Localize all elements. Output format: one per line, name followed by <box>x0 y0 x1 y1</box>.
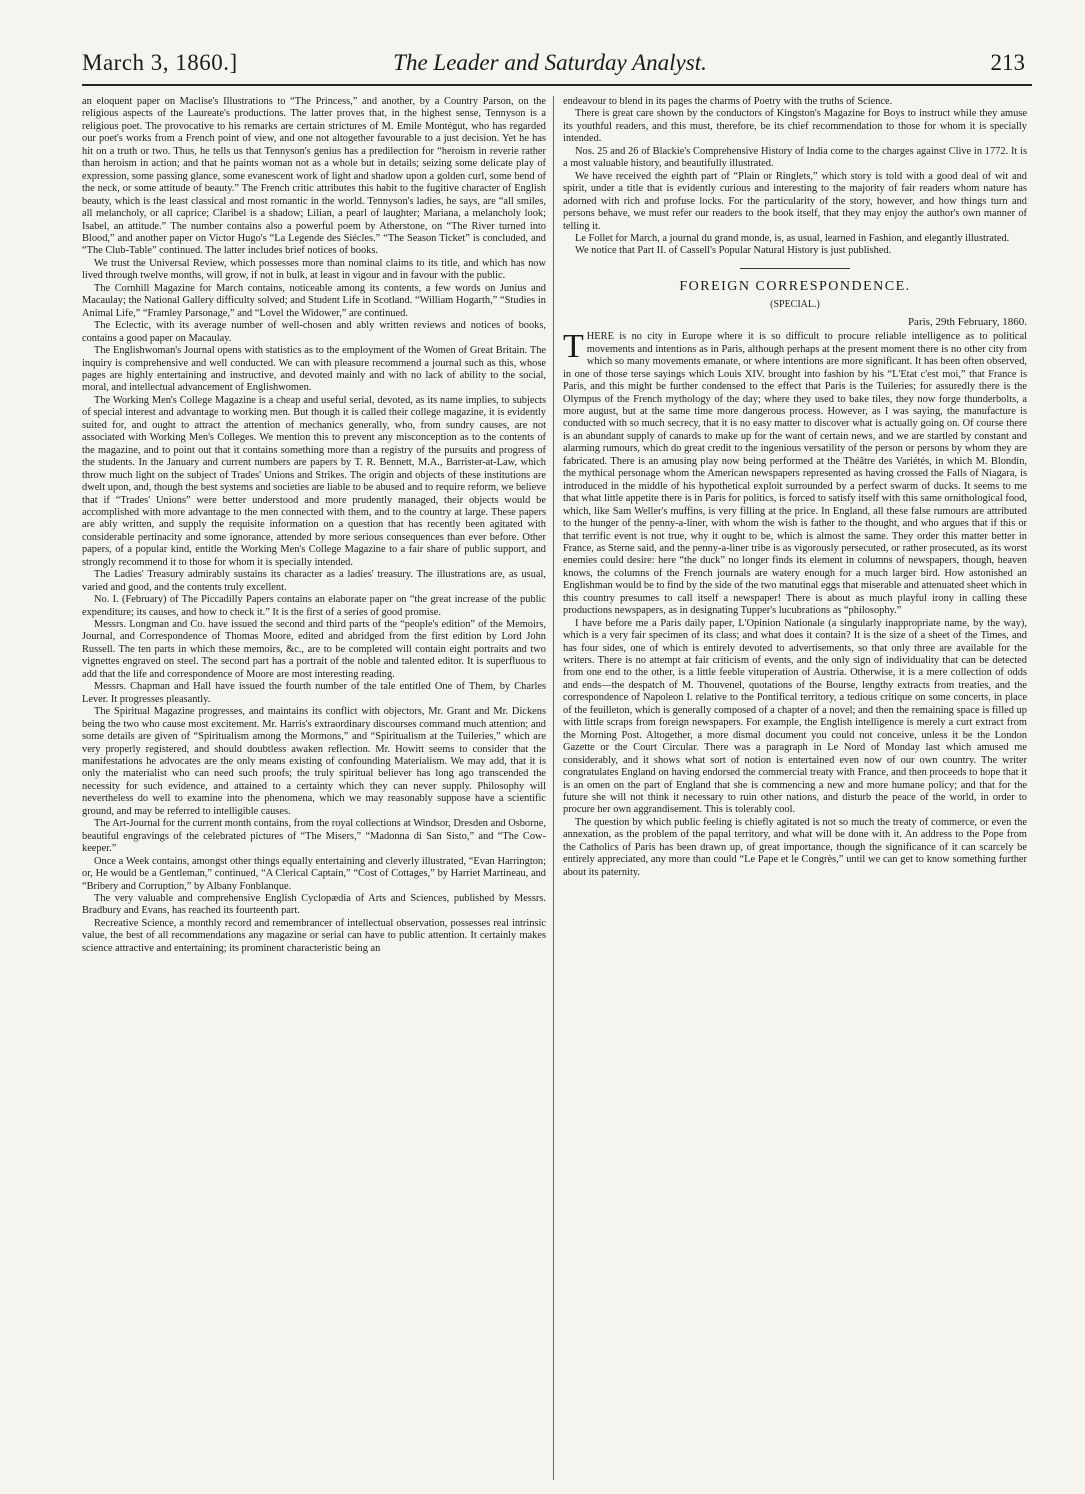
section-title: FOREIGN CORRESPONDENCE. <box>679 278 911 294</box>
article-paragraph: Le Follet for March, a journal du grand monde, is, as usual, learned in Fashion, and elegantly illustrated. <box>575 232 1010 244</box>
section-subtitle: (SPECIAL.) <box>770 299 820 311</box>
article-paragraph: Messrs. Longman and Co. have issued the second and third parts of the “people's edition” of the Memoirs, Journal, and Correspondence of Thomas Moore, edited and abridged from the first edition by Lord John Russell. The ten parts in which these memoirs, &c., are to be completed will contain eight portraits and two vignettes engraved on steel. The second part has a portrait of the noble and talented editor. It is superfluous to add that the life and correspondence of Moore are most interesting reading. <box>82 619 546 680</box>
section-divider <box>740 268 850 269</box>
left-column <box>82 96 546 1476</box>
article-paragraph-text: HERE is no city in Europe where it is so difficult to procure reliable intelligence as to political movements and intentions as in Paris, although perhaps at the present moment there is no other city from which so many movements emanate, or where intentions are more significant. It has been often observed, in one of those terse sayings which Louis XIV. brought into fashion by his “L'Etat c'est moi,” that France is Paris, and this might be further condensed to the effect that Paris is the Tuileries; for assuredly there is the Olympus of the French mythology of the day; where they used to bake tiles, they now forge thunderbolts, a more august, but at the same time more dangerous process. However, as I was saying, the manufacture is conducted with so much secrecy, that it is no easy matter to discover what is actually going on. Of course there is an abundant supply of canards to make up for the want of certain news, and we are startled by constant and alarming rumours, which do great credit to the ingenious versatility of the person or persons by whom they are fabricated. There is an amusing play now being performed at the Théâtre des Variétés, in which M. Blondin, the mythical personage whom the American newspapers represented as having crossed the Falls of Niagara, is introduced in the middle of his hypothetical exploit surrounded by a perfect swarm of ducks. It seems to me that what little appetite there is in Paris for politics, is forced to satisfy itself with this same ornithological food, which, like Sam Weller's muffins, is very filling at the price. In England, all these false rumours are attributed to the hunger of the penny-a-liner, with whom the wish is father to the thought, and who argues that if this or that terrific event is not true, why it ought to be, which is almost the same. They order this matter better in France, as Sterne said, and the penny-a-liner tribe is as vigorously persecuted, or rather prosecuted, as its worst enemies could desire: here “the duck” no longer finds its element in columns of newspapers, though, heaven knows, the columns of the French journals are watery enough for a much larger bird. How astonished an Englishman would be to find by the side of the two matutinal eggs that miserable and attenuated sheet which in this country presumes to call itself a newspaper! There is about as much playful irony in calling these productions newspapers, as in designating Tupper's lucubrations as “philosophy.” <box>563 331 1027 617</box>
article-paragraph: endeavour to blend in its pages the charms of Poetry with the truths of Science. <box>563 96 893 107</box>
article-paragraph: Once a Week contains, amongst other things equally entertaining and cleverly illustrated, “Evan Harrington; or, He would be a Gentleman,” continued, “A Clerical Captain,” “Cost of Cottages,” by Harriet Martineau, and “Bribery and Corruption,” by Albany Fonblanque. <box>82 855 546 892</box>
article-paragraph: Nos. 25 and 26 of Blackie's Comprehensive History of India come to the charges against Clive in 1772. It is a most valuable history, and beautifully illustrated. <box>563 145 1027 170</box>
article-paragraph: The Englishwoman's Journal opens with statistics as to the employment of the Women of Great Britain. The inquiry is comprehensive and well conducted. We can with pleasure recommend a journal such as this, whose pages are highly entertaining and instructive, and devoted mainly and with no lack of ability to the social, moral, and intellectual advancement of Englishwomen. <box>82 345 546 394</box>
drop-cap: T <box>563 328 584 366</box>
article-paragraph: We notice that Part II. of Cassell's Popular Natural History is just published. <box>575 245 892 257</box>
article-paragraph: Messrs. Chapman and Hall have issued the fourth number of the tale entitled One of Them, by Charles Lever. It progresses pleasantly. <box>82 681 546 705</box>
article-paragraph: There is great care shown by the conductors of Kingston's Magazine for Boys to instruct while they amuse its youthful readers, and this must, therefore, be its chief recommendation to those for whom it is specially intended. <box>563 108 1027 145</box>
column-divider <box>553 96 554 1480</box>
article-paragraph: The Spiritual Magazine progresses, and maintains its conflict with objectors, Mr. Grant and Mr. Dickens being the two who cause most excitement. Mr. Harris's extraordinary discourses command much attention; and some details are given of “Spiritualism among the Mormons,” and “Spiritualism at the Tuileries,” which are very properly registered, and should doubtless awaken reflection. Mr. Howitt seems to consider that the manifestations he advocates are the only means existing of confounding Materialism. We may add, that it is only the materialist who can need such proofs; the truly spiritual believer has long ago transcended the necessity for such evidence, and attained to a certainty which they can never supply. Philosophy will nevertheless do well to examine into the phenomena, which we may reasonably suppose have a scientific ground, and may be referred to intelligible causes. <box>82 706 546 817</box>
article-paragraph: The Ladies' Treasury admirably sustains its character as a ladies' treasury. The illustrations are, as usual, varied and good, and the contents truly excellent. <box>82 569 546 593</box>
article-paragraph: The Cornhill Magazine for March contains, noticeable among its contents, a few words on Junius and Macaulay; the National Gallery difficulty solved; and Student Life in Scotland. “William Hogarth,” “Studies in Animal Life,” “Framley Parsonage,” and “Lovel the Widower,” are continued. <box>82 282 546 319</box>
issue-date: March 3, 1860.] <box>82 50 238 75</box>
article-paragraph: The question by which public feeling is chiefly agitated is not so much the treaty of commerce, or even the annexation, as the problem of the papal territory, and what will be done with it. An address to the Pope from the Catholics of Paris has been drawn up, of great importance, though the significance of it can scarcely be entirely appreciated, any more than could “Le Pape et le Congrès,” until we can get to know something further about its paternity. <box>563 816 1027 878</box>
article-paragraph: Recreative Science, a monthly record and remembrancer of intellectual observation, possesses real intrinsic value, the best of all recommendations any magazine or serial can have to public attention. It certainly makes science attractive and entertaining; its prominent characteristic being an <box>82 917 546 954</box>
publication-title: The Leader and Saturday Analyst. <box>393 50 707 75</box>
article-paragraph: We have received the eighth part of “Plain or Ringlets,” which story is told with a good deal of wit and spirit, under a title that is evidently curious and interesting to the majority of fair readers whom nature has adorned with rich and profuse locks. For the particularity of the story, however, and how things turn and persons behave, we must refer our readers to the book itself, that they may enjoy the author's own manner of telling it. <box>563 170 1027 232</box>
header-rule <box>82 84 1032 86</box>
article-paragraph: I have before me a Paris daily paper, L'Opinion Nationale (a singularly inappropriate name, by the way), which is a very fair specimen of its class; and what does it contain? It is the size of a sheet of the Times, and has four sides, one of which is entirely devoted to advertisements, so that only three are available for the writers. There is no attempt at fair criticism of events, and the only sign of individuality that can be detected from one end to the other, is a little feeble vituperation of Austria. Otherwise, it is a mere collection of odds and ends—the despatch of M. Thouvenel, quotations of the Bourse, lengthy extracts from treaties, and the correspondence of Napoleon I. relative to the Pontifical territory, a tedious critique on some concerts, in place of the feuilleton, which is generally composed of a chapter of a novel; and then the remaining space is filled up with little scraps from foreign newspapers. For example, the English intelligence is merely a curt extract from the Morning Post. Altogether, a more dismal document you could not conceive, unless it be the London Gazette or the Court Circular. There was a paragraph in Le Nord of Monday last which amused me considerably, and it shows what sort of notion is entertained even now of our own country. The writer congratulates England on having endorsed the commercial treaty with France, and then proceeds to hope that it is an omen on the part of England that she is commencing a new and more humane policy; and that for the future she will not think it necessary to ruin other nations, and disturb the peace of the world, in order to procure her own aggrandisement. This is tolerably cool. <box>563 617 1027 816</box>
article-paragraph: The very valuable and comprehensive English Cyclopædia of Arts and Sciences, published by Messrs. Bradbury and Evans, has reached its fourteenth part. <box>82 893 546 917</box>
article-paragraph <box>563 328 1027 617</box>
article-paragraph: an eloquent paper on Maclise's Illustrations to “The Princess,” and another, by a Country Parson, on the religious aspects of the Laureate's productions. The latter proves that, in the highest sense, Tennyson is a religious poet. The provocative to his remarks are certain strictures of M. Emile Montégut, who has regarded our poet's works from a French point of view, and one not altogether favourable to a just decision. Yet he has hit on a truth or two. Thus, he tells us that Tennyson's genius has a predilection for “heroism in reverie rather than heroism in action; and that he paints woman not as a whole but in details; seizing some delicate play of expression, some passing glance, some evanescent work of light and shadow upon a golden curl, some bend of the neck, or some attitude of beauty.” The French critic attributes this habit to the fugitive character of English beauty, which is the least classical and most romantic in the world. Tennyson's ladies, he says, are “all smiles, all melancholy, or all caprice; Claribel is a shadow; Lilian, a pearl of laughter; Mariana, a melancholy look; Isabel, an attitude.” The number contains also a powerful poem by Atherstone, on “The River turned into Blood,” and another paper on Victor Hugo's “La Legende des Siécles.” “The Season Ticket” is concluded, and “The Club-Table” continued. The latter includes brief notices of books. <box>82 96 546 257</box>
article-paragraph: The Art-Journal for the current month contains, from the royal collections at Windsor, Dresden and Osborne, beautiful engravings of the celebrated pictures of “The Misers,” “Madonna di San Sisto,” and “The Cow-keeper.” <box>82 818 546 855</box>
article-paragraph: No. I. (February) of The Piccadilly Papers contains an elaborate paper on “the great increase of the public expenditure; its causes, and how to check it.” It is the first of a series of good promise. <box>82 594 546 618</box>
article-paragraph: The Working Men's College Magazine is a cheap and useful serial, devoted, as its name implies, to subjects of special interest and advantage to working men. But though it is called their college magazine, it is evidently suited for, and ought to attract the attention of mechanics generally, who, from sundry causes, are not associated with Working Men's Colleges. We mention this to prevent any misconception as to the contents of the magazine, and to point out that it contains something more than a registry of the pursuits and progress of the students. In the January and current numbers are papers by T. R. Bennett, M.A., Barrister-at-Law, which throw much light on the subject of Trades' Unions and Strikes. The origin and objects of these institutions are dwelt upon, and, though the best systems and societies are liable to be abused and to require reform, we believe that if “Trades' Unions” were better understood and more prudently managed, their objects would be accomplished with more advantage to the men connected with them, and to the country at large. These papers are ably written, and supply the requisite information on a question that has recently been agitated with considerable pertinacity and some ignorance, attended by more serious consequences than ever before. Other papers, of a popular kind, entitle the Working Men's College Magazine to a fair share of public support, and strongly recommend it to those for whom it is specially intended. <box>82 394 546 568</box>
page-number: 213 <box>990 50 1025 75</box>
article-paragraph: We trust the Universal Review, which possesses more than nominal claims to its title, and which has now lived through twelve months, will grow, if not in bulk, at least in vigour and in favour with the public. <box>82 257 546 282</box>
dateline: Paris, 29th February, 1860. <box>907 315 1027 328</box>
article-paragraph: The Eclectic, with its average number of well-chosen and ably written reviews and notices of books, contains a good paper on Macaulay. <box>82 320 546 344</box>
right-column <box>563 96 1027 1476</box>
